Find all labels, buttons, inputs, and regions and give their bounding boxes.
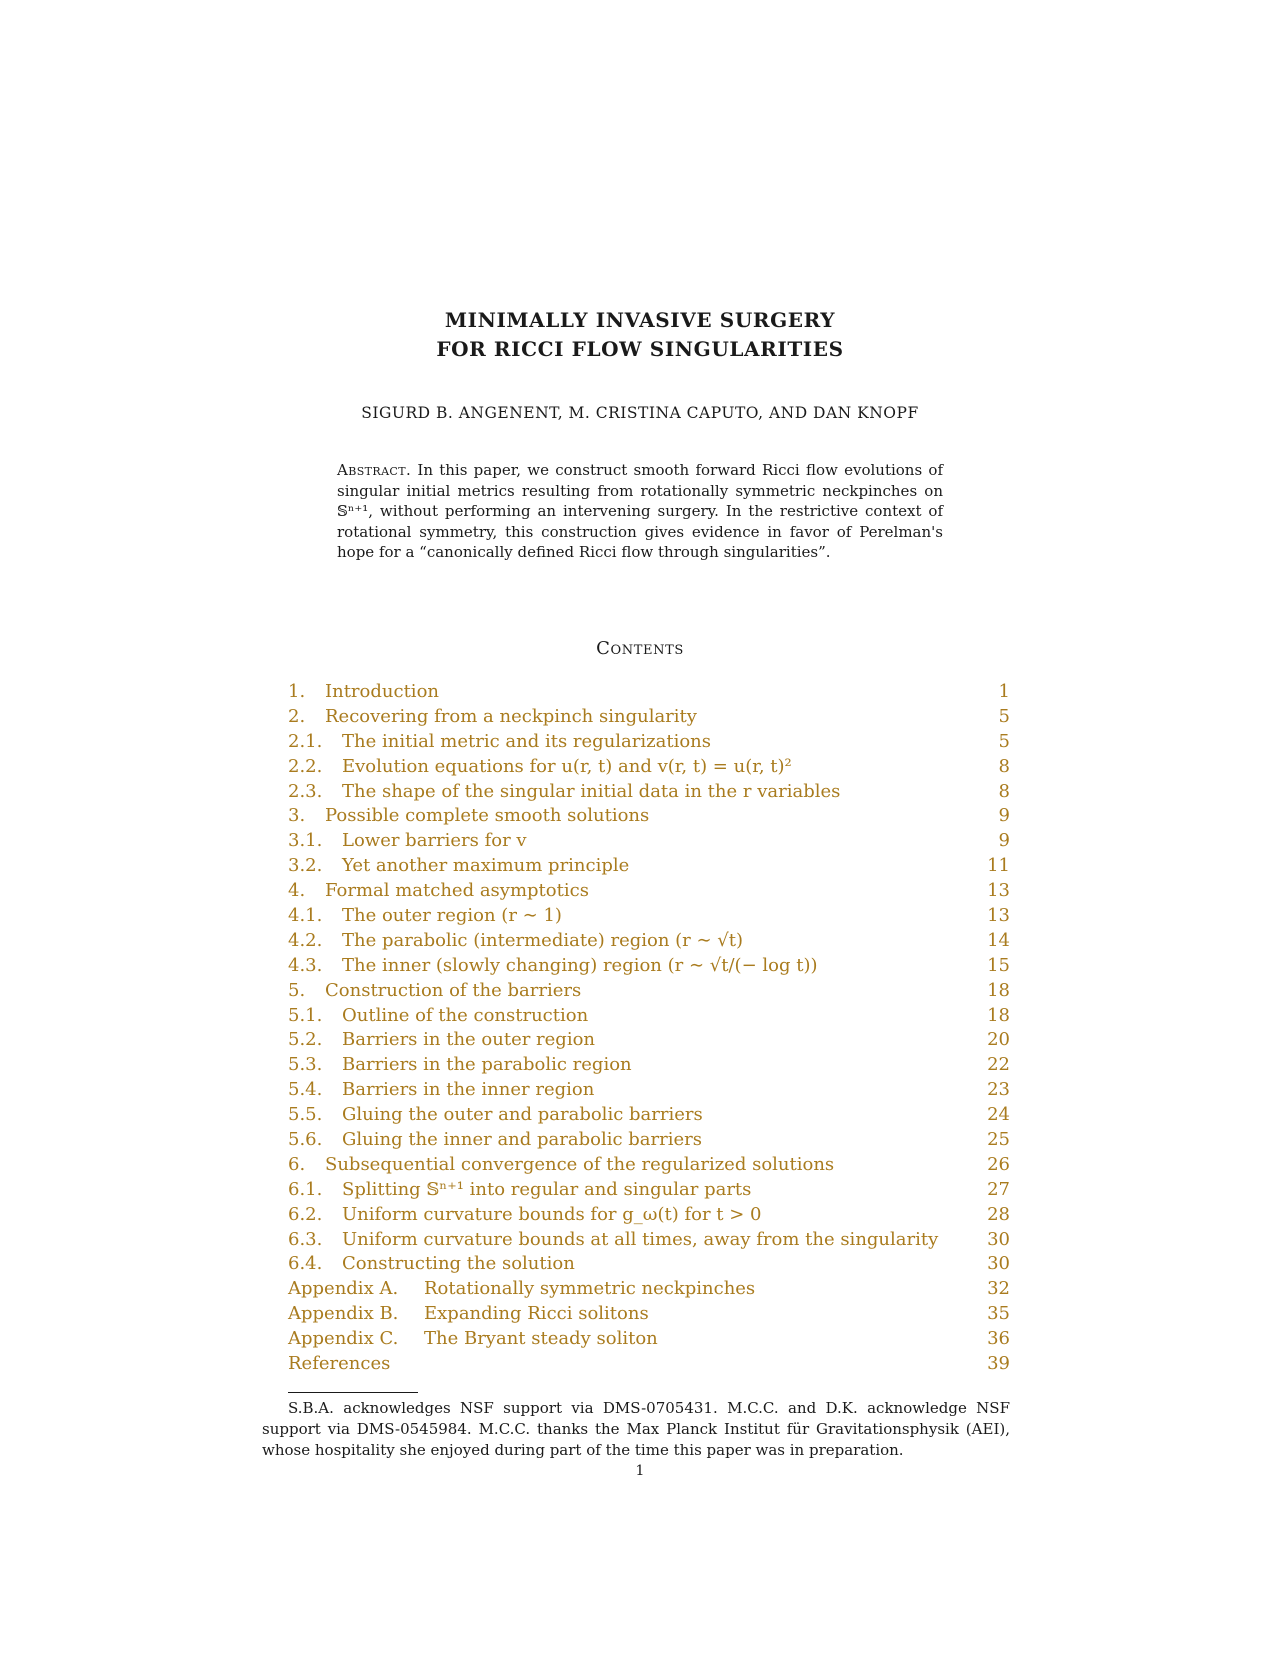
- toc-entry-number[interactable]: 6.: [288, 1153, 306, 1175]
- toc-entry-number[interactable]: 5.4.: [288, 1079, 323, 1101]
- toc-entry-title[interactable]: Yet another maximum principle: [342, 855, 630, 877]
- toc-entry-title[interactable]: Outline of the construction: [342, 1004, 589, 1026]
- toc-entry-number[interactable]: 6.2.: [288, 1203, 323, 1225]
- toc-entry-title[interactable]: Subsequential convergence of the regularized solutions: [325, 1153, 835, 1175]
- toc-entry-title[interactable]: The outer region (r ∼ 1): [342, 905, 562, 927]
- toc-entry[interactable]: [288, 1302, 1010, 1327]
- toc-entry-number[interactable]: 1.: [288, 681, 306, 702]
- toc-entry-page[interactable]: 25: [987, 1129, 1010, 1151]
- toc-entry-number[interactable]: 3.2.: [288, 855, 323, 877]
- table-of-contents: [288, 680, 1010, 1377]
- footnote-rule: [288, 1392, 418, 1393]
- toc-entry-title[interactable]: Possible complete smooth solutions: [325, 805, 650, 827]
- toc-entry[interactable]: [288, 854, 1010, 879]
- toc-entry-number[interactable]: 5.3.: [288, 1054, 323, 1076]
- toc-entry-number[interactable]: 6.4.: [288, 1253, 323, 1275]
- toc-entry[interactable]: [288, 879, 1010, 904]
- toc-entry[interactable]: [288, 1327, 1010, 1352]
- toc-entry-page[interactable]: 13: [987, 880, 1010, 902]
- toc-entry[interactable]: [288, 929, 1010, 954]
- toc-entry-page[interactable]: 13: [987, 905, 1010, 927]
- paper-title: [0, 306, 1280, 364]
- toc-entry-page[interactable]: 39: [987, 1353, 1010, 1375]
- abstract-text: In this paper, we construct smooth forward Ricci flow evolutions of singular initial metrics resulting from rotationally symmetric neckpinches on 𝕊ⁿ⁺¹, without performing an intervening surgery. In the restrictive context of rotational symmetry, this construction gives evidence in favor of Perelman's hope for a “canonically defined Ricci flow through singularities”.: [337, 461, 943, 561]
- toc-entry-title[interactable]: Gluing the outer and parabolic barriers: [342, 1104, 703, 1126]
- toc-entry-title[interactable]: Splitting 𝕊ⁿ⁺¹ into regular and singular parts: [342, 1178, 752, 1200]
- toc-entry-page[interactable]: 32: [987, 1278, 1010, 1300]
- toc-entry-number[interactable]: Appendix B.: [288, 1303, 399, 1325]
- toc-entry-page[interactable]: 20: [987, 1029, 1010, 1051]
- toc-entry-number[interactable]: 5.: [288, 979, 306, 1001]
- toc-entry-page[interactable]: 9: [998, 805, 1010, 827]
- toc-entry-number[interactable]: 2.3.: [288, 780, 323, 802]
- toc-entry[interactable]: [288, 829, 1010, 854]
- toc-entry-page[interactable]: 27: [987, 1178, 1010, 1200]
- toc-entry-page[interactable]: 8: [998, 755, 1010, 777]
- toc-entry-page[interactable]: 30: [987, 1253, 1010, 1275]
- toc-entry[interactable]: [288, 1078, 1010, 1103]
- toc-entry-title[interactable]: The parabolic (intermediate) region (r ∼ √t): [342, 929, 744, 951]
- toc-entry[interactable]: [288, 1178, 1010, 1203]
- toc-entry[interactable]: [288, 1103, 1010, 1128]
- toc-entry-title[interactable]: Construction of the barriers: [325, 979, 582, 1001]
- toc-entry[interactable]: [288, 1028, 1010, 1053]
- toc-entry[interactable]: [288, 979, 1010, 1004]
- toc-entry-title[interactable]: Lower barriers for v: [342, 830, 527, 852]
- toc-entry[interactable]: [288, 1252, 1010, 1277]
- title-line-1: MINIMALLY INVASIVE SURGERY: [444, 308, 836, 332]
- toc-entry-page[interactable]: 24: [987, 1104, 1010, 1126]
- toc-entry[interactable]: [288, 1128, 1010, 1153]
- toc-entry-page[interactable]: 5: [998, 730, 1010, 752]
- toc-entry-page[interactable]: 18: [987, 979, 1010, 1001]
- toc-entry-number[interactable]: 4.2.: [288, 929, 323, 951]
- toc-entry-number[interactable]: 3.: [288, 805, 306, 827]
- toc-entry-title[interactable]: The initial metric and its regularizations: [342, 730, 712, 752]
- toc-entry[interactable]: [288, 705, 1010, 730]
- toc-entry-page[interactable]: 11: [987, 855, 1010, 877]
- toc-entry-number[interactable]: 4.1.: [288, 905, 323, 927]
- toc-entry-page[interactable]: 26: [987, 1153, 1010, 1175]
- toc-entry[interactable]: [288, 1053, 1010, 1078]
- toc-entry-number[interactable]: 6.1.: [288, 1178, 323, 1200]
- toc-entry-page[interactable]: 15: [987, 954, 1010, 976]
- toc-entry[interactable]: [288, 1277, 1010, 1302]
- toc-entry[interactable]: [288, 730, 1010, 755]
- toc-entry-page[interactable]: 14: [987, 929, 1010, 951]
- toc-entry-number[interactable]: 4.: [288, 880, 306, 902]
- toc-entry-page[interactable]: 28: [987, 1203, 1010, 1225]
- toc-entry-number[interactable]: References: [288, 1353, 391, 1375]
- toc-entry-number[interactable]: 3.1.: [288, 830, 323, 852]
- toc-entry-title[interactable]: Gluing the inner and parabolic barriers: [342, 1129, 702, 1151]
- toc-entry-number[interactable]: 4.3.: [288, 954, 323, 976]
- toc-entry-page[interactable]: 1: [998, 681, 1010, 702]
- title-line-2: FOR RICCI FLOW SINGULARITIES: [436, 337, 844, 361]
- toc-entry-page[interactable]: 36: [987, 1328, 1010, 1350]
- toc-entry-page[interactable]: 9: [998, 830, 1010, 852]
- toc-entry-page[interactable]: 5: [998, 705, 1010, 727]
- toc-entry[interactable]: [288, 1228, 1010, 1253]
- toc-entry[interactable]: [288, 780, 1010, 805]
- toc-entry-number[interactable]: 5.2.: [288, 1029, 323, 1051]
- toc-entry-title[interactable]: Introduction: [325, 681, 439, 702]
- toc-entry[interactable]: [288, 804, 1010, 829]
- toc-entry-number[interactable]: 2.2.: [288, 755, 323, 777]
- toc-entry-title[interactable]: Uniform curvature bounds at all times, away from the singularity: [342, 1228, 939, 1250]
- toc-entry[interactable]: [288, 1352, 1010, 1377]
- toc-entry-title[interactable]: Evolution equations for u(r, t) and v(r, t) = u(r, t)²: [342, 755, 792, 777]
- toc-entry-title[interactable]: Formal matched asymptotics: [325, 880, 589, 902]
- toc-entry-title[interactable]: Recovering from a neckpinch singularity: [325, 705, 697, 727]
- toc-entry-number[interactable]: 5.1.: [288, 1004, 323, 1026]
- toc-entry-number[interactable]: Appendix A.: [288, 1278, 399, 1300]
- abstract-label: Abstract.: [337, 461, 412, 479]
- toc-entry[interactable]: [288, 954, 1010, 979]
- toc-entry-number[interactable]: 6.3.: [288, 1228, 323, 1250]
- toc-entry[interactable]: [288, 680, 1010, 705]
- toc-entry-number[interactable]: 2.: [288, 705, 306, 727]
- toc-entry-page[interactable]: 30: [987, 1228, 1010, 1250]
- toc-entry-page[interactable]: 23: [987, 1079, 1010, 1101]
- toc-entry-title[interactable]: Expanding Ricci solitons: [424, 1303, 649, 1325]
- toc-entry-title[interactable]: Barriers in the outer region: [342, 1029, 596, 1051]
- toc-entry-page[interactable]: 22: [987, 1054, 1010, 1076]
- toc-entry-number[interactable]: 2.1.: [288, 730, 323, 752]
- toc-entry-number[interactable]: Appendix C.: [288, 1328, 399, 1350]
- abstract: [337, 460, 943, 563]
- footnote: S.B.A. acknowledges NSF support via DMS-0705431. M.C.C. and D.K. acknowledge NSF support via DMS-0545984. M.C.C. thanks the Max Planck Institut für Gravitationsphysik (AEI), whose hospitality she enjoyed during part of the time this paper was in preparation.: [262, 1399, 1010, 1459]
- toc-entry[interactable]: [288, 1004, 1010, 1029]
- toc-entry-title[interactable]: Uniform curvature bounds for g_ω(t) for t > 0: [342, 1203, 762, 1225]
- toc-entry-page[interactable]: 8: [998, 780, 1010, 802]
- toc-entry-number[interactable]: 5.6.: [288, 1129, 323, 1151]
- toc-entry-title[interactable]: Barriers in the parabolic region: [342, 1054, 632, 1076]
- contents-heading: Contents: [596, 638, 684, 659]
- toc-entry-page[interactable]: 35: [987, 1303, 1010, 1325]
- toc-entry-title[interactable]: The Bryant steady soliton: [424, 1328, 658, 1350]
- toc-entry-title[interactable]: Constructing the solution: [342, 1253, 575, 1275]
- page-number: 1: [635, 1463, 645, 1479]
- toc-entry-number[interactable]: 5.5.: [288, 1104, 323, 1126]
- author-list: SIGURD B. ANGENENT, M. CRISTINA CAPUTO, AND DAN KNOPF: [361, 404, 919, 422]
- toc-entry-title[interactable]: The inner (slowly changing) region (r ∼ √t/(− log t)): [342, 954, 818, 976]
- toc-entry[interactable]: [288, 1153, 1010, 1178]
- toc-entry-title[interactable]: The shape of the singular initial data in the r variables: [342, 780, 841, 802]
- toc-entry-title[interactable]: Rotationally symmetric neckpinches: [424, 1278, 756, 1300]
- toc-entry-title[interactable]: Barriers in the inner region: [342, 1079, 595, 1101]
- toc-entry[interactable]: [288, 904, 1010, 929]
- toc-entry-page[interactable]: 18: [987, 1004, 1010, 1026]
- toc-entry[interactable]: [288, 755, 1010, 780]
- toc-entry[interactable]: [288, 1203, 1010, 1228]
